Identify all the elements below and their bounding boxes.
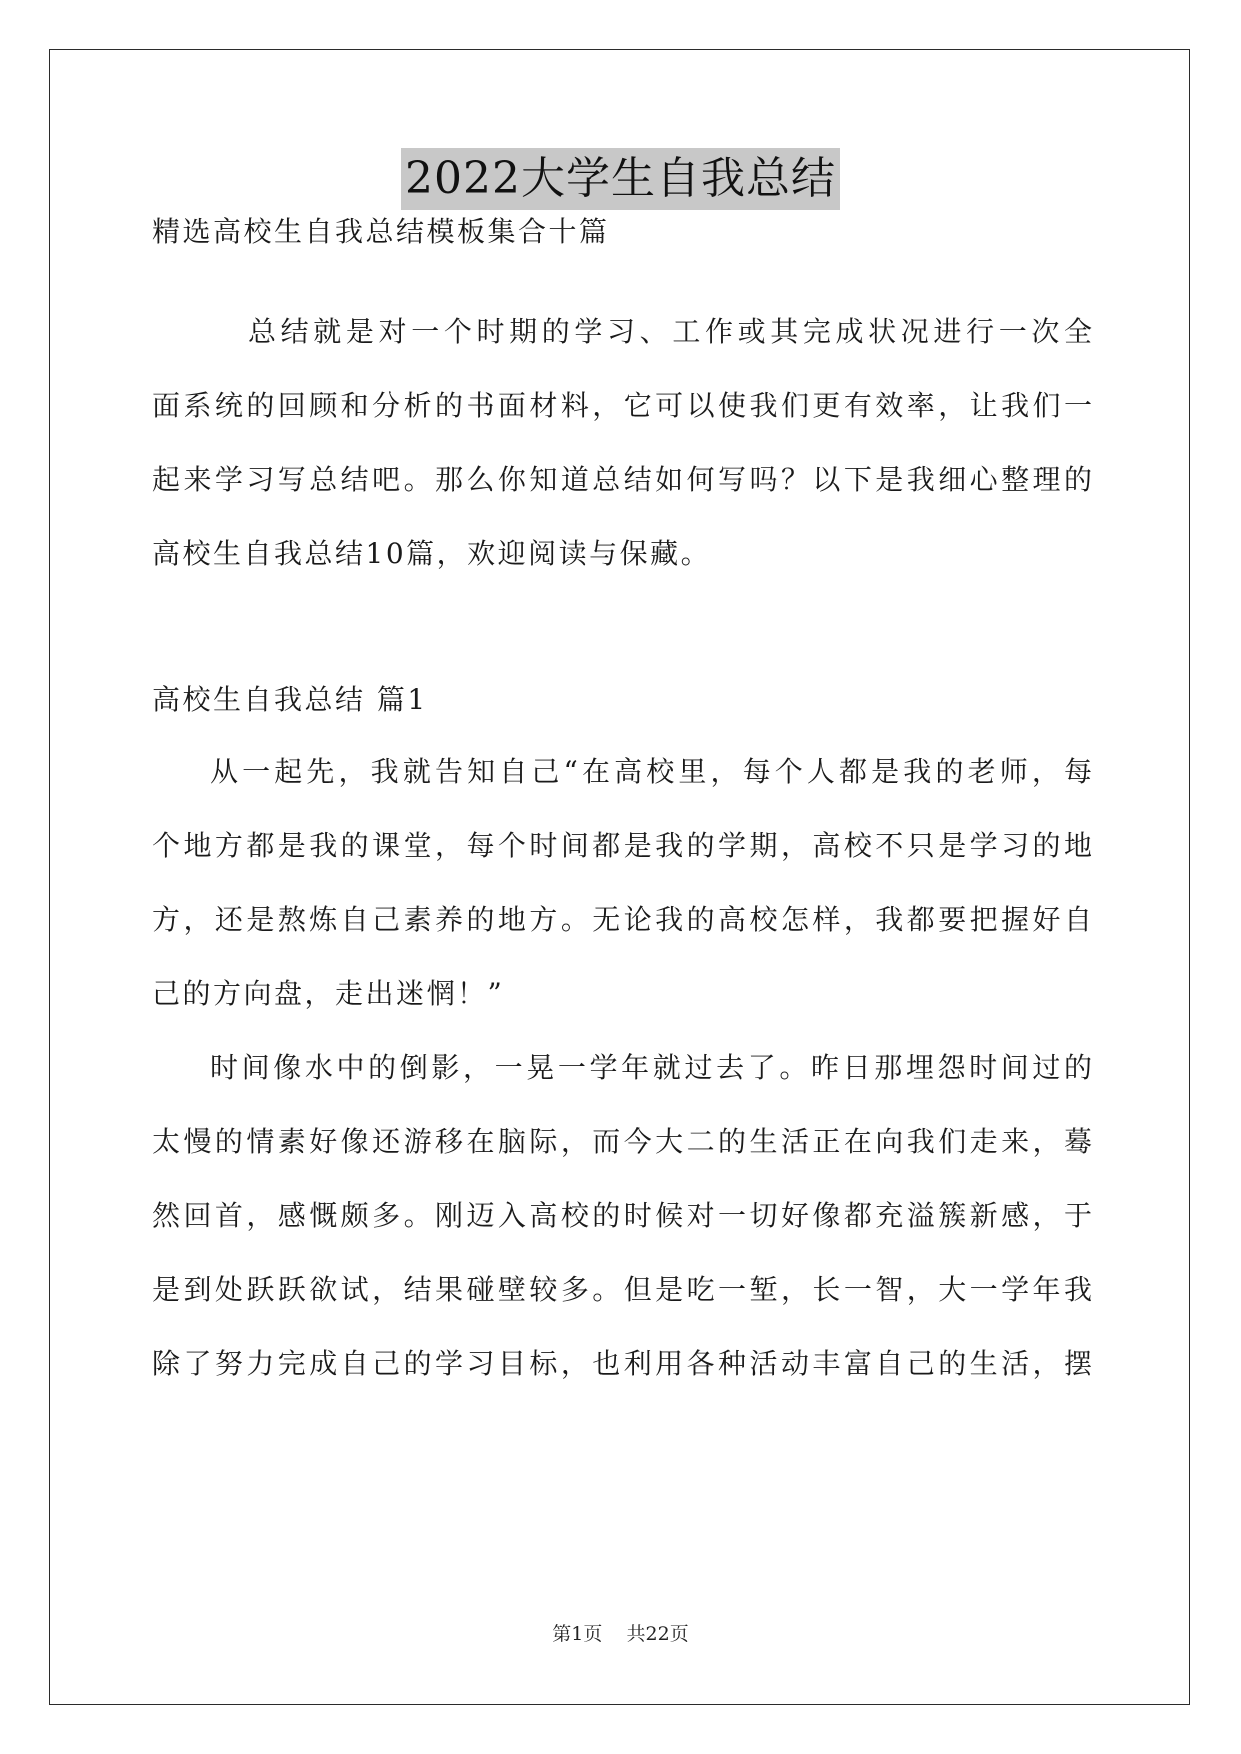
paragraph-line: 是到处跃跃欲试，结果碰壁较多。但是吃一堑，长一智，大一学年我 <box>152 1273 1092 1306</box>
document-title: 2022大学生自我总结 <box>401 148 840 210</box>
paragraph-line: 己的方向盘，走出迷惘！” <box>152 977 505 1010</box>
paragraph-line: 个地方都是我的课堂，每个时间都是我的学期，高校不只是学习的地 <box>152 829 1092 862</box>
page-number: 第1页 <box>552 1623 603 1645</box>
total-pages: 共22页 <box>626 1623 689 1645</box>
section-heading: 高校生自我总结 篇1 <box>152 683 428 716</box>
paragraph-line: 除了努力完成自己的学习目标，也利用各种活动丰富自己的生活，摆 <box>152 1347 1092 1380</box>
paragraph-line: 方，还是熬炼自己素养的地方。无论我的高校怎样，我都要把握好自 <box>152 903 1092 936</box>
paragraph-line: 时间像水中的倒影，一晃一学年就过去了。昨日那埋怨时间过的 <box>210 1051 1092 1084</box>
intro-line: 高校生自我总结10篇，欢迎阅读与保藏。 <box>152 537 712 570</box>
page-footer <box>0 1622 1241 1646</box>
paragraph-line: 从一起先，我就告知自己“在高校里，每个人都是我的老师，每 <box>210 755 1092 788</box>
title-container <box>0 148 1241 210</box>
document-subtitle: 精选高校生自我总结模板集合十篇 <box>152 215 610 248</box>
intro-line: 总结就是对一个时期的学习、工作或其完成状况进行一次全 <box>248 315 1092 348</box>
page-border <box>49 49 1190 1705</box>
paragraph-line: 然回首，感慨颇多。刚迈入高校的时候对一切好像都充溢簇新感，于 <box>152 1199 1092 1232</box>
intro-line: 面系统的回顾和分析的书面材料，它可以使我们更有效率，让我们一 <box>152 389 1092 422</box>
paragraph-line: 太慢的情素好像还游移在脑际，而今大二的生活正在向我们走来，蓦 <box>152 1125 1092 1158</box>
intro-line: 起来学习写总结吧。那么你知道总结如何写吗？以下是我细心整理的 <box>152 463 1092 496</box>
